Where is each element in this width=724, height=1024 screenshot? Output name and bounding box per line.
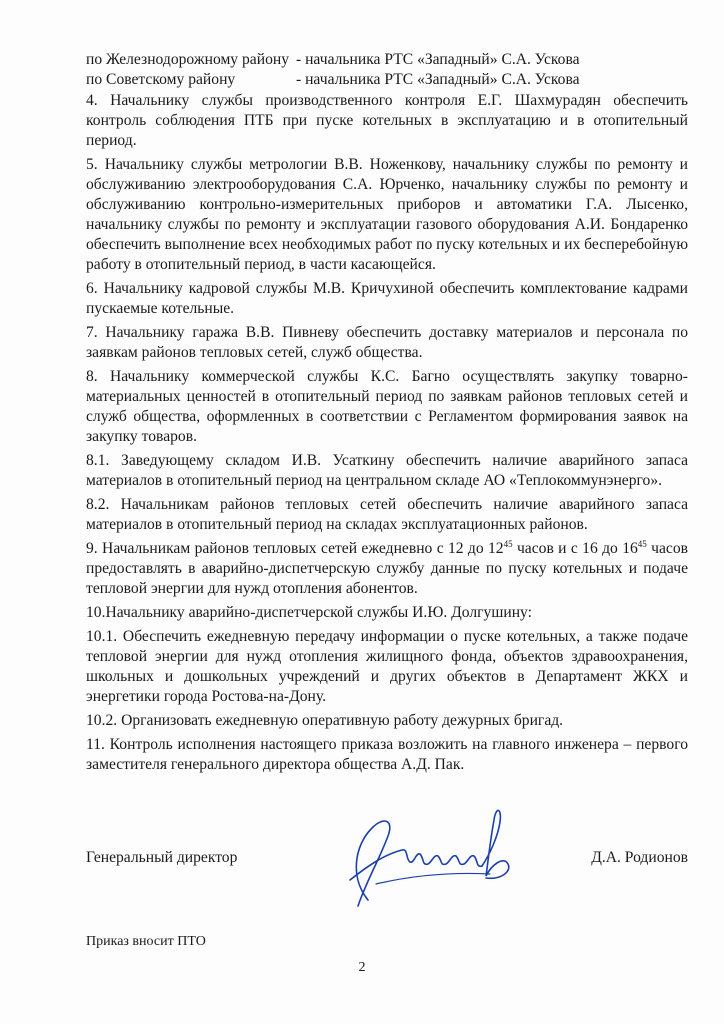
signature-block [86, 848, 688, 868]
page-number: 2 [358, 960, 366, 975]
responsible-person: - начальника РТС «Западный» С.А. Ускова [296, 51, 580, 68]
paragraph-8: 8. Начальнику коммерческой службы К.С. Багно осуществлять закупку товарно-материальных ценностей в отопительный период по заявкам районов тепловых сетей и служб общества, оформленных в соответствии с Регламентом формирования заявок на закупку товаров. [86, 368, 688, 445]
paragraph-11: 11. Контроль исполнения настоящего приказа возложить на главного инженера – первого заместителя генерального директора общества А.Д. Пак. [86, 736, 688, 773]
paragraph-8-2: 8.2. Начальникам районов тепловых сетей обеспечить наличие аварийного запаса материалов в отопительный период на складах эксплуатационных районов. [86, 496, 688, 533]
paragraph-10-1: 10.1. Обеспечить ежедневную передачу информации о пуске котельных, а также подаче тепловой энергии для нужд отопления жилищного фонда, объектов здравоохранения, школьных и дошкольных учреждений и других объектов в Департамент ЖКХ и энергетики города Ростова-на-Дону. [86, 628, 688, 705]
signer-title: Генеральный директор [86, 849, 238, 866]
footer-note: Приказ вносит ПТО [86, 934, 206, 949]
paragraph-6: 6. Начальнику кадровой службы М.В. Кричухиной обеспечить комплектование кадрами пускаемые котельные. [86, 280, 688, 317]
assignment-row [86, 70, 688, 90]
paragraph-10-2: 10.2. Организовать ежедневную оперативную работу дежурных бригад. [86, 712, 564, 729]
district-name: по Железнодорожному району [86, 51, 290, 68]
paragraph-5: 5. Начальнику службы метрологии В.В. Ноженкову, начальнику службы по ремонту и обслуживанию электрооборудования С.А. Юрченко, начальнику службы по ремонту и обслуживанию контрольно-измерительных приборов и автоматики Г.А. Лысенко, начальнику службы по ремонту и эксплуатации газового оборудования А.И. Бондаренко обеспечить выполнение всех необходимых работ по пуску котельных и их бесперебойную работу в отопительный период, в части касающейся. [86, 156, 688, 273]
paragraph-4: 4. Начальнику службы производственного контроля Е.Г. Шахмурадян обеспечить контроль соблюдения ПТБ при пуске котельных в эксплуатацию и в отопительный период. [86, 92, 688, 149]
paragraph-7: 7. Начальнику гаража В.В. Пивневу обеспечить доставку материалов и персонала по заявкам районов тепловых сетей, служб общества. [86, 324, 688, 361]
paragraph-10: 10.Начальнику аварийно-диспетчерской службы И.Ю. Долгушину: [86, 604, 532, 621]
signer-name: Д.А. Родионов [591, 849, 688, 866]
document-body [86, 50, 688, 779]
district-name: по Советскому району [86, 71, 236, 88]
paragraph-8-1: 8.1. Заведующему складом И.В. Усаткину обеспечить наличие аварийного запаса материалов в отопительный период на центральном складе АО «Теплокоммунэнерго». [86, 452, 688, 489]
paragraph-9: 9. Начальникам районов тепловых сетей ежедневно с 12 до $12^{45}$ часов и с 16 до $16^{45}$ часов предоставлять в аварийно-диспетчерскую службу данные по пуску котельных и подаче тепловой энергии для нужд отопления абонентов. [86, 539, 688, 597]
responsible-person: - начальника РТС «Западный» С.А. Ускова [296, 71, 580, 88]
assignment-row [86, 50, 688, 70]
